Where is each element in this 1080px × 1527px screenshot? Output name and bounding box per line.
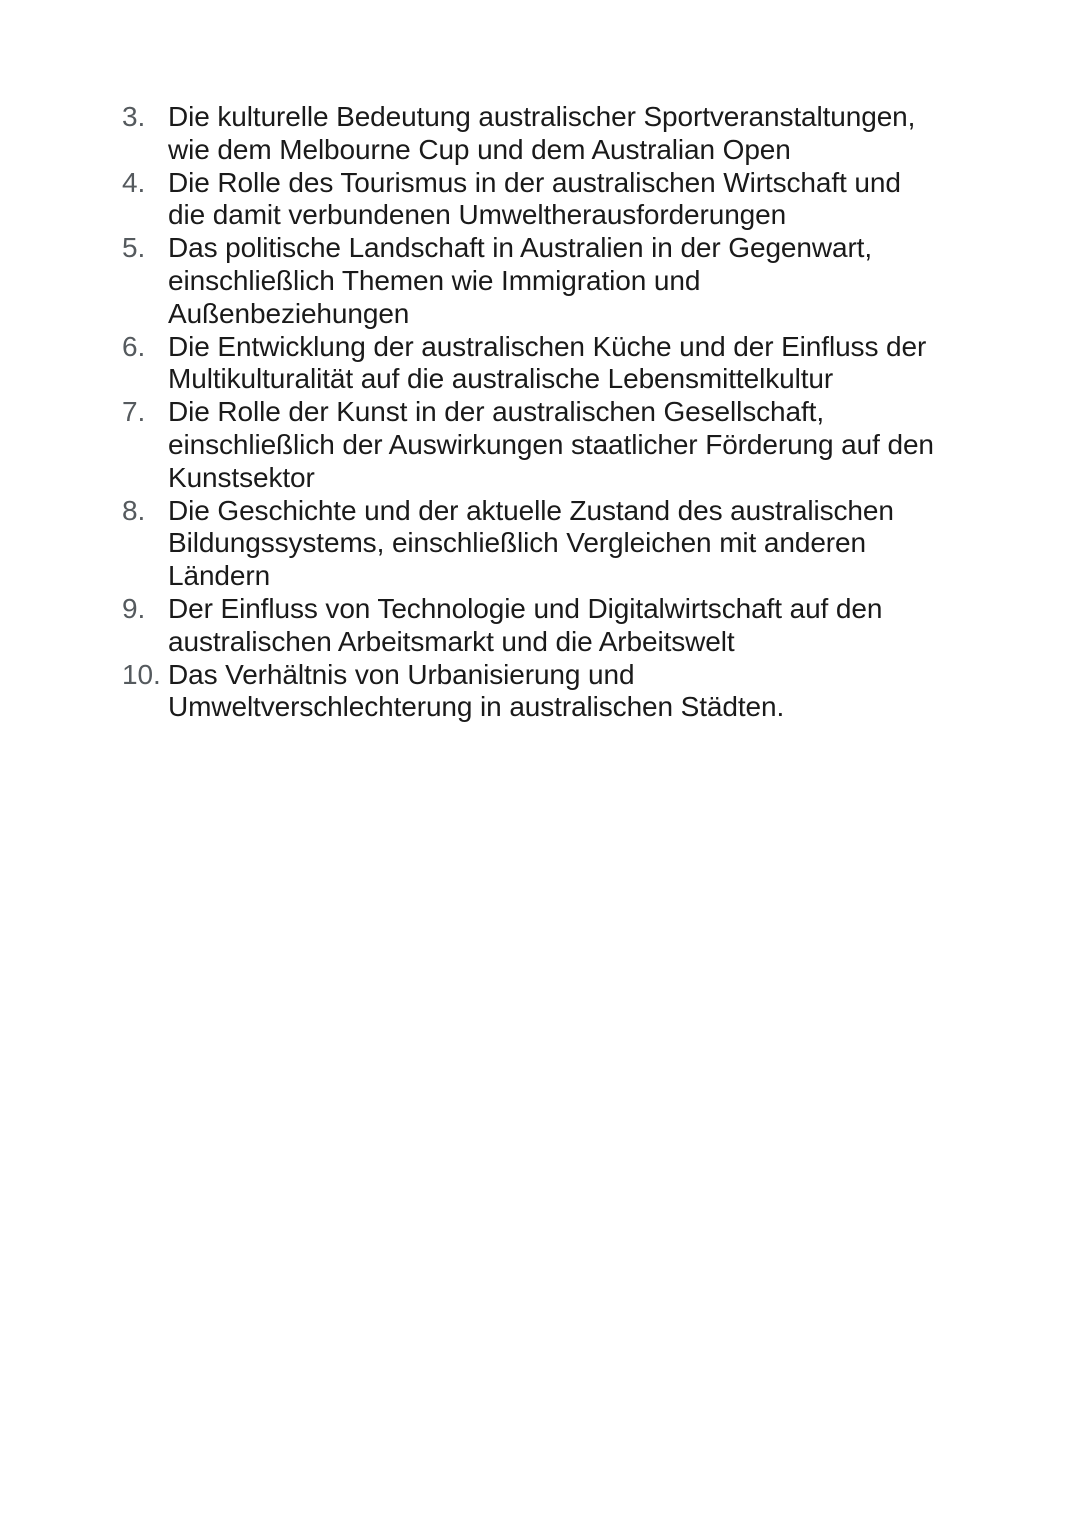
list-item [122,396,1002,494]
list-item-number: 9. [122,592,146,624]
list-item [122,659,1002,725]
list-item-number: 7. [122,396,146,428]
list-item [122,167,1002,233]
list-item-number: 6. [122,330,146,362]
list-item-text: Das Verhältnis von Urbanisierung und Umweltverschlechterung in australischen Städten. [168,658,785,723]
list-item-text: Die Rolle des Tourismus in der australischen Wirtschaft und die damit verbundenen Umweltherausforderungen [168,166,901,231]
list-item-text: Das politische Landschaft in Australien in der Gegenwart, einschließlich Themen wie Immigration und Außenbeziehungen [168,232,873,329]
list-item-text: Die Rolle der Kunst in der australischen Gesellschaft, einschließlich der Auswirkungen staatlicher Förderung auf den Kunstsektor [168,396,934,493]
list-item-number: 4. [122,166,146,198]
list-item-text: Die Entwicklung der australischen Küche und der Einfluss der Multikulturalität auf die australische Lebensmittelkultur [168,330,927,395]
list-item [122,331,1002,397]
topic-list [122,101,1002,724]
list-item [122,593,1002,659]
list-item-number: 10. [122,658,161,690]
list-item [122,495,1002,593]
list-item [122,101,1002,167]
list-item-number: 5. [122,232,146,264]
list-item-number: 8. [122,494,146,526]
list-item-text: Die kulturelle Bedeutung australischer Sportveranstaltungen, wie dem Melbourne Cup und dem Australian Open [168,101,916,165]
list-item [122,232,1002,330]
list-item-text: Die Geschichte und der aktuelle Zustand des australischen Bildungssystems, einschließlich Vergleichen mit anderen Ländern [168,494,894,592]
list-item-text: Der Einfluss von Technologie und Digitalwirtschaft auf den australischen Arbeitsmarkt und die Arbeitswelt [168,592,883,657]
list-item-number: 3. [122,101,146,132]
